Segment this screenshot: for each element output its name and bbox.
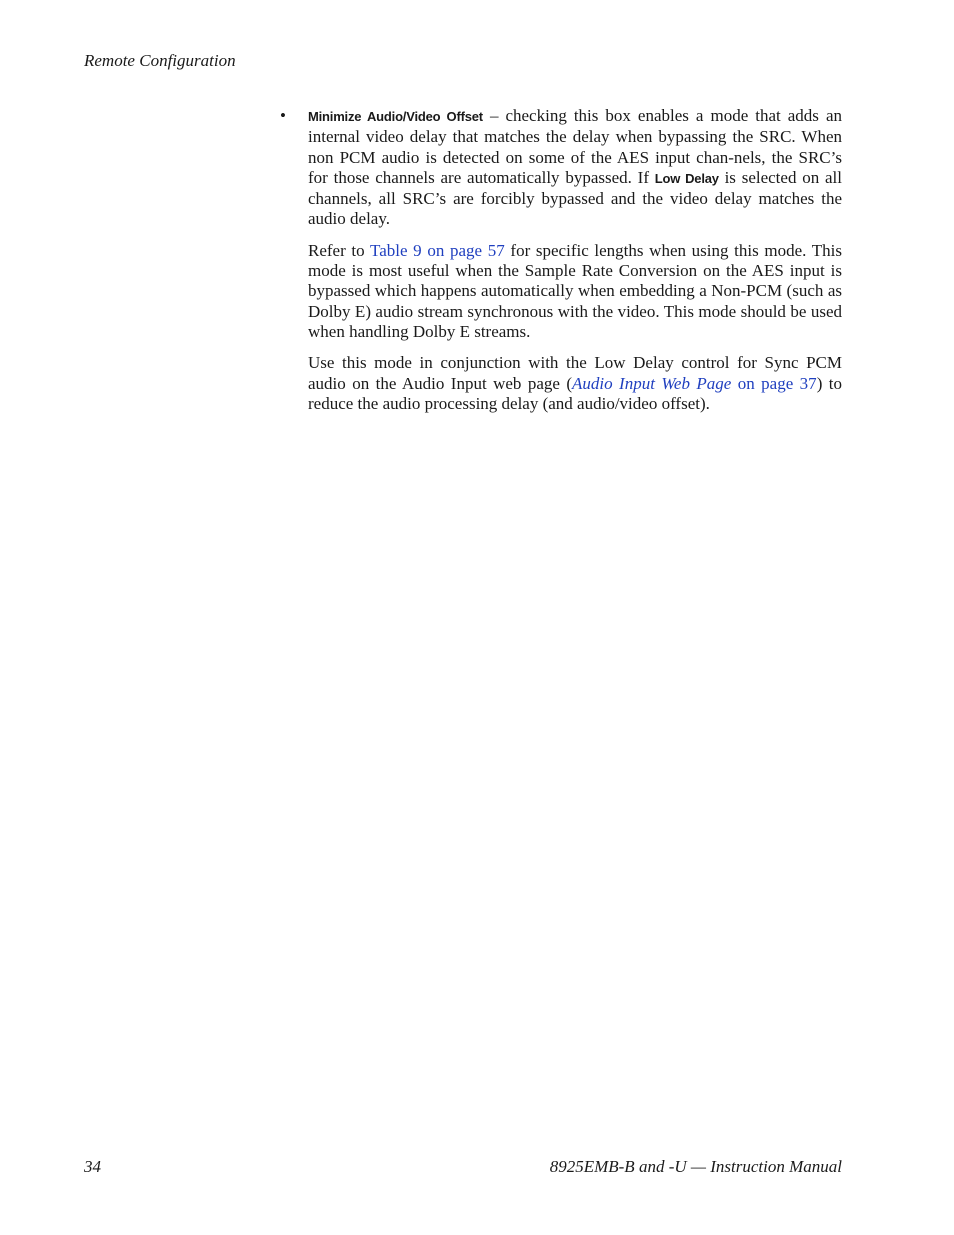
- page-number: 34: [84, 1157, 101, 1176]
- paragraph-text: Refer to: [308, 240, 370, 260]
- bullet-item-minimize-av-offset: [280, 106, 842, 414]
- paragraph-text: Use this mode in conjunction with the Low Delay control for Sync PCM audio on the Audio Input web page (: [308, 353, 842, 393]
- running-head: Remote Configuration: [84, 51, 236, 70]
- paragraph-usage: [308, 353, 842, 414]
- manual-title: 8925EMB-B and -U — Instruction Manual: [549, 1157, 842, 1176]
- bullet-icon: •: [280, 106, 286, 125]
- ui-term-minimize-av-offset: Minimize Audio/Video Offset: [308, 109, 483, 124]
- link-table-9[interactable]: Table 9 on page 57: [370, 240, 505, 260]
- paragraph-description: [308, 106, 842, 230]
- main-content: [280, 106, 842, 414]
- paragraph-text: – checking this box enables a mode that adds an internal video delay that matches the delay when bypassing the SRC. When non PCM audio is detected on some of the AES input chan-nels, the SRC’s for those channels are automatically bypassed. If: [308, 106, 842, 187]
- paragraph-refer: [308, 241, 842, 342]
- link-audio-input-web-page[interactable]: Audio Input Web Page: [572, 373, 732, 393]
- link-page-37[interactable]: on page 37: [731, 373, 817, 393]
- ui-term-low-delay: Low Delay: [654, 170, 719, 186]
- paragraph-text: is selected on all channels, all SRC’s are forcibly bypassed and the video delay matches the audio delay.: [308, 167, 842, 229]
- paragraph-text: for specific lengths when using this mode. This mode is most useful when the Sample Rate Conversion on the AES input is bypassed which happens automatically when embedding a Non-PCM (such as Dolby E) audio stream synchronous with the video. This mode should be used when handling Dolby E streams.: [308, 240, 842, 341]
- paragraph-text: ) to reduce the audio processing delay (and audio/video offset).: [308, 373, 842, 413]
